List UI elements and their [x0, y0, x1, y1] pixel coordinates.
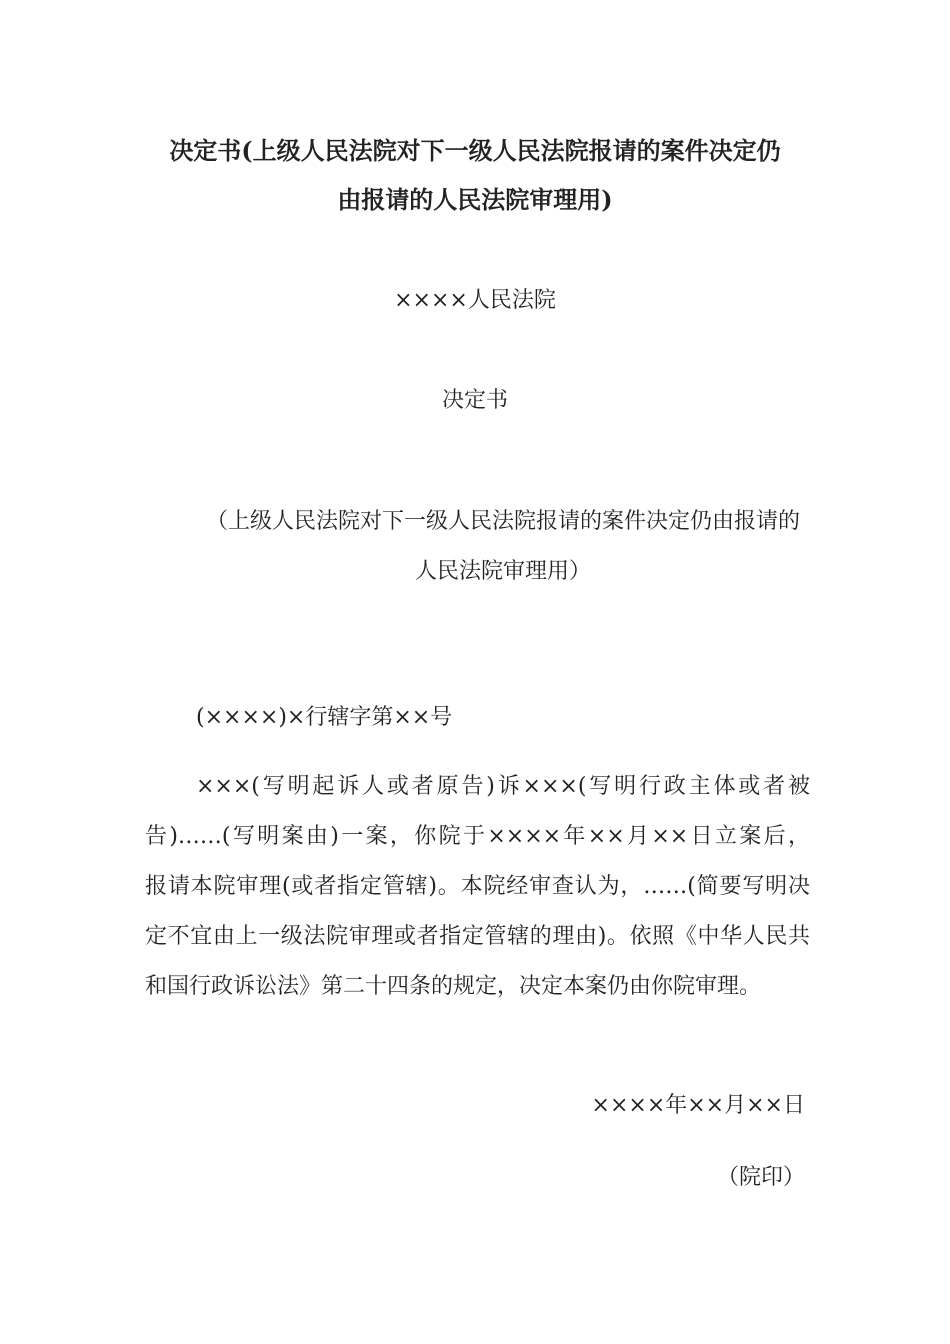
case-number: (××××)×行辖字第××号 — [196, 705, 453, 730]
document-type: 决定书 — [441, 388, 508, 413]
decision-date: ××××年××月××日 — [591, 1093, 805, 1118]
body-line-4: 定不宜由上一级法院审理或者指定管辖的理由)。依照《中华人民共 — [145, 924, 810, 949]
court-name: ××××人民法院 — [394, 288, 556, 313]
body-line-2: 告)……(写明案由)一案，你院于××××年××月××日立案后， — [145, 824, 810, 849]
document-title-line-1: 决定书(上级人民法院对下一级人民法院报请的案件决定仍 — [169, 136, 781, 165]
subtitle-line-1: （上级人民法院对下一级人民法院报请的案件决定仍由报请的 — [205, 509, 800, 534]
body-line-5: 和国行政诉讼法》第二十四条的规定，决定本案仍由你院审理。 — [145, 974, 762, 999]
document-title-line-2: 由报请的人民法院审理用) — [337, 185, 613, 214]
subtitle-line-2: 人民法院审理用） — [414, 559, 591, 584]
body-line-1: ×××(写明起诉人或者原告)诉×××(写明行政主体或者被 — [196, 774, 810, 799]
body-line-3: 报请本院审理(或者指定管辖)。本院经审查认为，……(简要写明决 — [145, 874, 810, 899]
court-seal: （院印） — [716, 1165, 805, 1190]
